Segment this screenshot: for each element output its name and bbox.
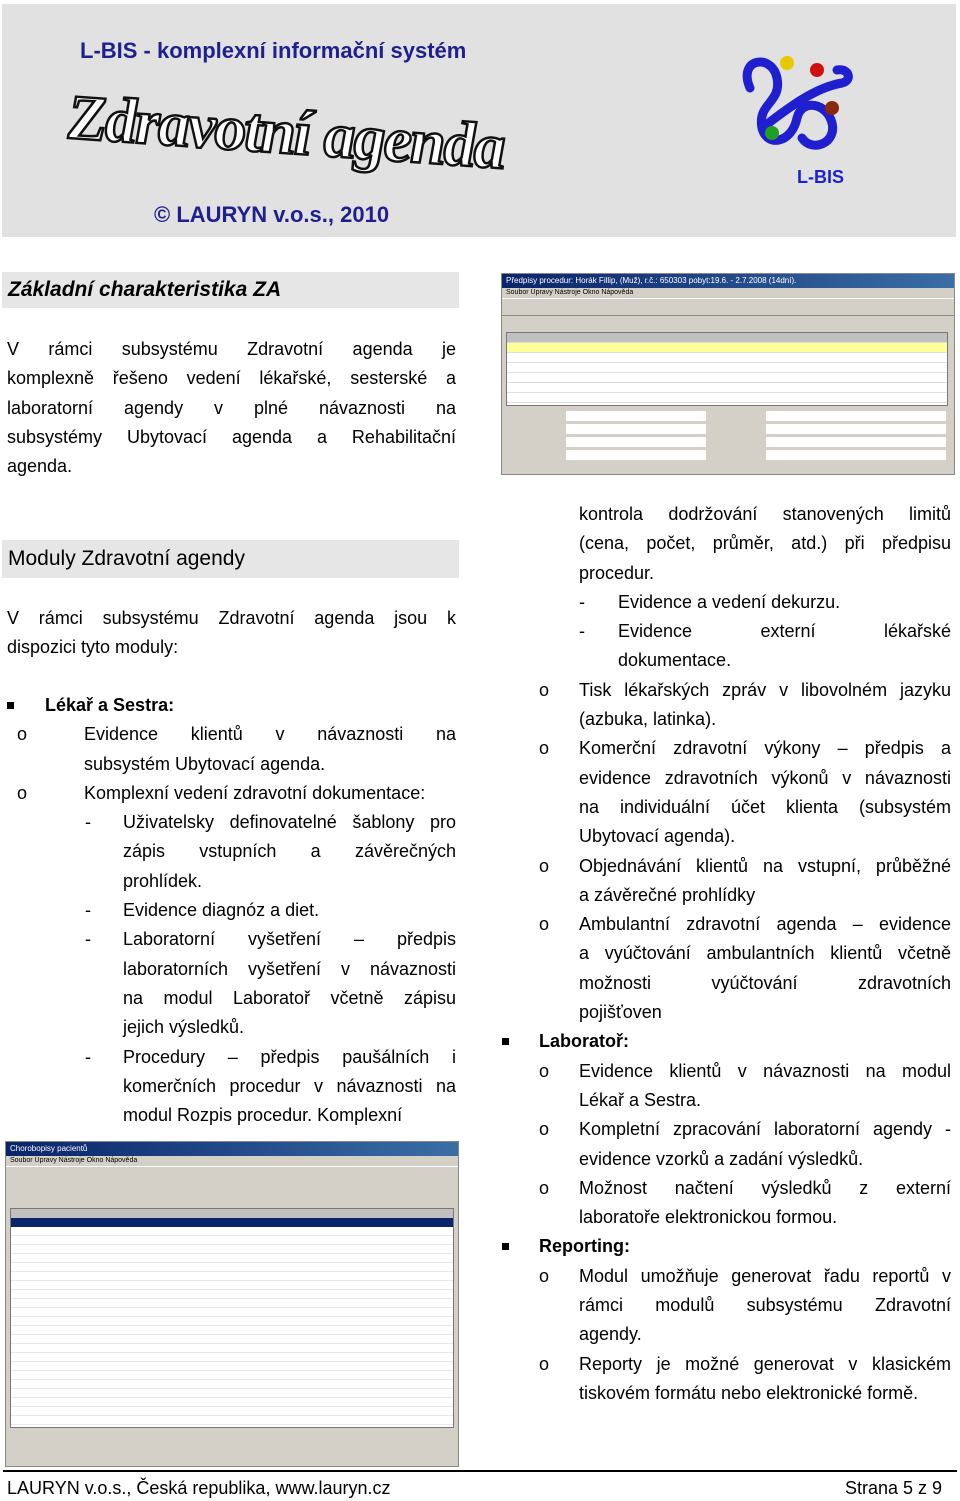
screenshot-titlebar: Předpisy procedur: Horák Fillip, (Muž), r.č.: 650303 pobyt:19.6. - 2.7.2008 (14dní). [502,274,954,288]
screenshot-menu: Soubor Úpravy Nástroje Okno Nápověda [10,1157,138,1164]
dash-item [500,617,951,676]
list-item [500,910,951,1027]
text-line: V rámci subsystému Zdravotní agenda je [7,339,456,359]
text-line: laboratoře elektronickou formou. [579,1207,838,1228]
square-bullet-icon [502,1243,509,1250]
copyright: © LAURYN v.o.s., 2010 [154,202,390,227]
text-line: jejich výsledků. [123,1017,245,1038]
circle-bullet-icon: o [539,914,550,935]
text-line: dispozici tyto moduly: [7,637,179,658]
screenshot-titlebar: Chorobopisy pacientů [6,1142,458,1156]
text-line: Evidence klientů v návaznosti na modul [579,1060,951,1081]
text-line: modul Rozpis procedur. Komplexní [123,1105,403,1126]
page-number: Strana 5 z 9 [845,1478,943,1498]
header-banner [2,4,956,237]
dash-item [500,588,951,617]
list-item [500,1115,951,1174]
text-line: dokumentace. [618,650,732,671]
continued-text [579,500,951,588]
dash-marker: - [579,621,585,642]
text-line: procedur. [579,562,655,583]
dash-marker: - [85,900,91,921]
text-line: evidence vzorků a zadání výsledků. [579,1148,864,1169]
circle-bullet-icon: o [17,782,28,803]
footer-divider [3,1470,957,1472]
dash-marker: - [85,812,91,833]
circle-bullet-icon: o [539,679,550,700]
text-line: komplexně řešeno vedení lékařské, sesterské a [7,368,456,389]
text-line: agendy. [579,1324,642,1345]
square-bullet-icon [502,1038,509,1045]
text-line: Evidence klientů v návaznosti na [84,724,456,745]
text-line: Modul umožňuje generovat řadu reportů v [579,1265,951,1286]
text-line: Evidence diagnóz a diet. [123,900,320,921]
screenshot-patient-records [5,1141,459,1467]
text-line: (azbuka, latinka). [579,709,717,730]
modules-intro [7,604,456,663]
text-line: tiskovém formátu nebo elektronické formě. [579,1382,919,1403]
screenshot-grid [10,1208,454,1428]
circle-bullet-icon: o [539,1060,550,1081]
text-line: a závěrečné prohlídky [579,884,756,905]
text-line: subsystémy Ubytovací agenda a Rehabilitační [7,426,456,447]
circle-bullet-icon: o [539,1177,550,1198]
list-item [500,676,951,735]
header-title: L-BIS - komplexní informační systém [80,38,467,63]
text-line: subsystém Ubytovací agenda. [84,753,326,774]
list-item [500,1174,951,1233]
characteristics-paragraph [7,335,456,481]
text-line: zápis vstupních a závěrečných [123,841,456,862]
group-doctor-nurse [7,691,456,1130]
text-line: a vyúčtování ambulantních klientů včetně [579,943,951,964]
text-line: Kompletní zpracování laboratorní agendy - [579,1119,951,1140]
circle-bullet-icon: o [539,855,550,876]
text-line: Tisk lékařských zpráv v libovolném jazyku [579,679,951,700]
text-line: laboratorní agendy v plné návaznosti na [7,397,456,418]
list-item [7,720,456,779]
text-line: Ubytovací agenda). [579,826,736,847]
dash-marker: - [579,591,585,612]
text-line: rámci modulů subsystému Zdravotní [579,1295,951,1316]
circle-bullet-icon: o [539,738,550,759]
text-line: komerčních procedur v návaznosti na [123,1075,456,1096]
text-line: Objednávání klientů na vstupní, průběžné [579,855,951,876]
text-line: Evidence a vedení dekurzu. [618,591,841,612]
big-title: Zdravotní agenda [68,81,504,183]
footer-company: LAURYN v.o.s., Česká republika, www.lauryn.cz [7,1478,391,1498]
group-title-row [500,1027,951,1056]
text-line: laboratorních vyšetření v návaznosti [123,958,456,979]
text-line: na individuální účet klienta (subsystém [579,796,951,817]
circle-bullet-icon: o [539,1353,550,1374]
list-item [500,852,951,911]
screenshot-bottom-bar [10,1432,452,1460]
dash-item [7,925,456,1042]
text-line: Procedury – předpis paušálních i [123,1046,456,1067]
text-line: na modul Laboratoř včetně zápisu [123,987,456,1008]
circle-bullet-icon: o [539,1119,550,1140]
group-title-row [500,1232,951,1261]
text-line: kontrola dodržování stanovených limitů [579,504,951,524]
group-title: Laboratoř: [539,1031,629,1052]
dash-marker: - [85,929,91,950]
screenshot-menu: Soubor Úpravy Nástroje Okno Nápověda [506,289,634,296]
text-line: pojišťoven [579,1002,662,1023]
screenshot-filters [6,1166,458,1209]
list-item [500,1057,951,1116]
screenshot-toolbar [502,298,954,316]
circle-bullet-icon: o [17,724,28,745]
text-line: evidence zdravotních výkonů v návaznosti [579,767,951,788]
list-item [500,734,951,851]
text-line: Ambulantní zdravotní agenda – evidence [579,914,951,935]
list-item [500,1350,951,1409]
screenshot-grid [506,332,948,406]
group-title: Lékař a Sestra: [45,695,175,715]
group-title-row [7,691,456,720]
list-item [500,1262,951,1350]
text-line: agenda. [7,456,73,477]
text-line: Komplexní vedení zdravotní dokumentace: [84,782,426,803]
section-heading-modules: Moduly Zdravotní agendy [2,540,459,578]
text-line: Lékař a Sestra. [579,1089,702,1110]
screenshot-form [506,408,946,466]
text-line: V rámci subsystému Zdravotní agenda jsou k [7,608,456,628]
section-heading-characteristics: Základní charakteristika ZA [2,272,459,308]
text-line: Reporty je možné generovat v klasickém [579,1353,951,1374]
list-item [7,779,456,808]
text-line: prohlídek. [123,870,203,891]
text-line: Laboratorní vyšetření – předpis [123,929,456,950]
circle-bullet-icon: o [539,1265,550,1286]
text-line: Evidence externí lékařské [618,621,951,642]
text-line: Komerční zdravotní výkony – předpis a [579,738,951,759]
dash-item [7,808,456,896]
screenshot-procedures [501,273,955,475]
group-title: Reporting: [539,1236,630,1257]
square-bullet-icon [7,702,14,709]
dash-item [7,1043,456,1131]
text-line: Možnost načtení výsledků z externí [579,1177,951,1198]
dash-item [7,896,456,925]
text-line: Uživatelsky definovatelné šablony pro [123,812,456,833]
text-line: (cena, počet, průměr, atd.) při předpisu [579,533,951,554]
lbis-logo-icon [732,48,862,168]
right-column [500,500,951,1408]
dash-marker: - [85,1046,91,1067]
logo-text: L-BIS [797,167,844,187]
text-line: možnosti vyúčtování zdravotních [579,972,951,993]
